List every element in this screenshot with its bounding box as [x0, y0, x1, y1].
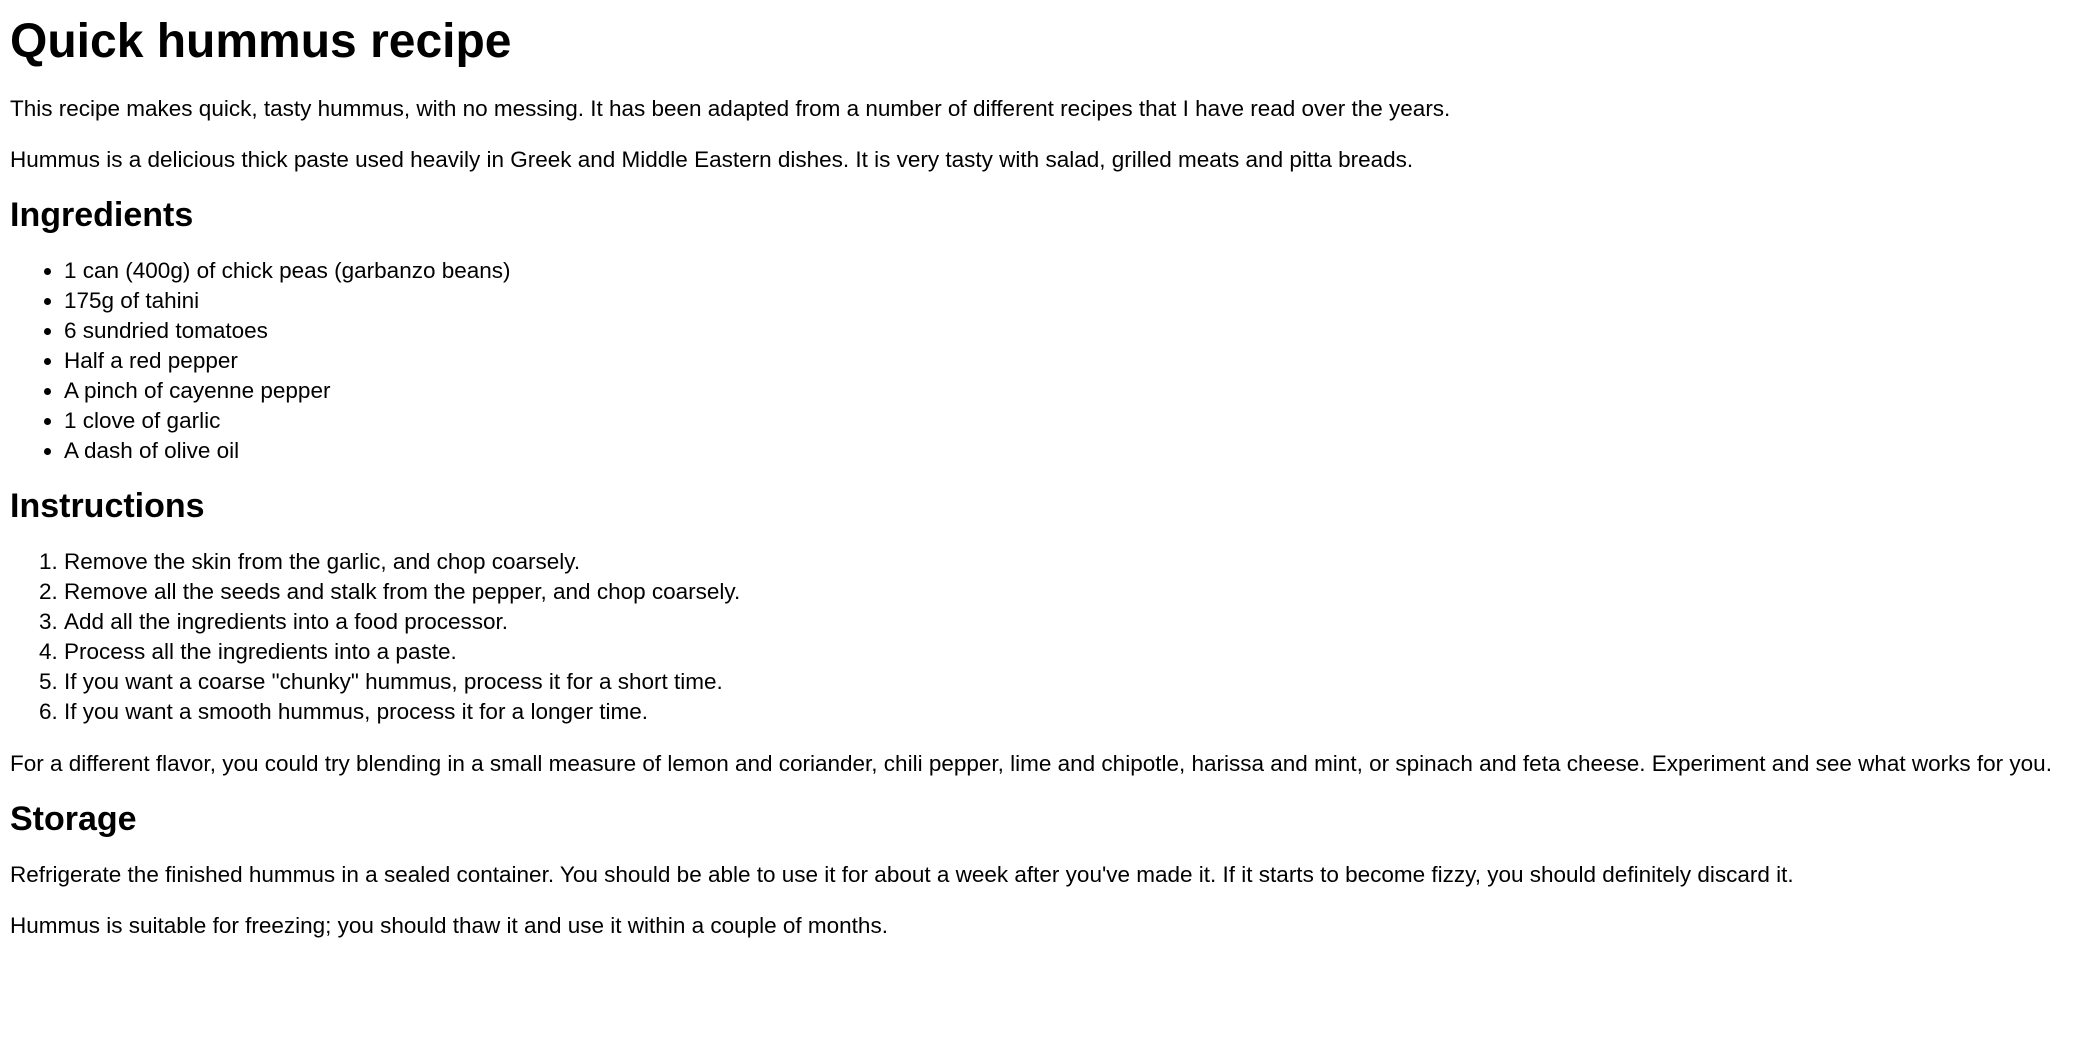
instruction-step: 3. Add all the ingredients into a food processor. — [64, 607, 2074, 637]
instruction-step: 1. Remove the skin from the garlic, and chop coarsely. — [64, 547, 2074, 577]
ingredient-item: • A pinch of cayenne pepper — [64, 376, 2074, 406]
ingredient-item: • 1 can (400g) of chick peas (garbanzo beans) — [64, 256, 2074, 286]
instruction-step: 2. Remove all the seeds and stalk from the pepper, and chop coarsely. — [64, 577, 2074, 607]
instructions-list — [10, 547, 2074, 727]
instruction-step: 5. If you want a coarse "chunky" hummus, process it for a short time. — [64, 667, 2074, 697]
variation-note: For a different flavor, you could try blending in a small measure of lemon and coriander, chili pepper, lime and chipotle, harissa and mint, or spinach and feta cheese. Experiment and see what works for you. — [10, 751, 2052, 776]
instruction-step: 4. Process all the ingredients into a paste. — [64, 637, 2074, 667]
ingredients-list — [10, 256, 2074, 466]
recipe-page — [0, 14, 2084, 941]
storage-heading: Storage — [10, 800, 137, 838]
ingredient-item: • A dash of olive oil — [64, 436, 2074, 466]
ingredient-item: • 175g of tahini — [64, 286, 2074, 316]
ingredient-item: • 1 clove of garlic — [64, 406, 2074, 436]
page-title: Quick hummus recipe — [10, 15, 512, 68]
storage-paragraph: Hummus is suitable for freezing; you should thaw it and use it within a couple of months. — [10, 913, 888, 938]
ingredients-heading: Ingredients — [10, 196, 194, 234]
storage-paragraph: Refrigerate the finished hummus in a sealed container. You should be able to use it for about a week after you've made it. If it starts to become fizzy, you should definitely discard it. — [10, 862, 1794, 887]
instructions-heading: Instructions — [10, 487, 205, 525]
instruction-step: 6. If you want a smooth hummus, process it for a longer time. — [64, 697, 2074, 727]
intro-paragraph: Hummus is a delicious thick paste used heavily in Greek and Middle Eastern dishes. It is very tasty with salad, grilled meats and pitta breads. — [10, 147, 1414, 172]
intro-paragraph: This recipe makes quick, tasty hummus, with no messing. It has been adapted from a number of different recipes that I have read over the years. — [10, 96, 1451, 121]
ingredient-item: • Half a red pepper — [64, 346, 2074, 376]
ingredient-item: • 6 sundried tomatoes — [64, 316, 2074, 346]
